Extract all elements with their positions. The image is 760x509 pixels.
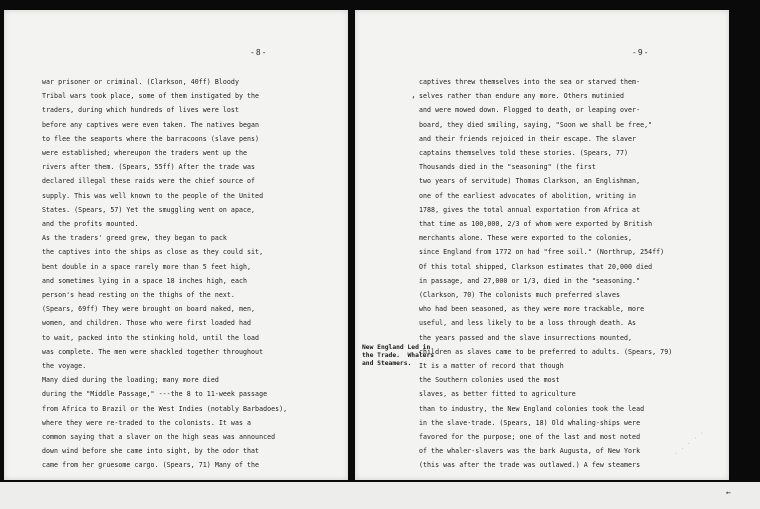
text-line: war prisoner or criminal. (Clarkson, 40ff) Bloody [42, 78, 239, 86]
text-line: since England from 1772 on had "free soil." (Northrup, 254ff) [419, 248, 665, 257]
text-line: the Southern colonies used the most [419, 376, 560, 385]
text-line: in the slave-trade. (Spears, 18) Old whaling-ships were [419, 418, 641, 427]
text-line: person's head resting on the thighs of the next. [42, 291, 235, 299]
text-line: Many died during the loading; many more died [42, 376, 219, 385]
text-line: was complete. The men were shackled together throughout [42, 347, 264, 356]
text-line: were established; whereupon the traders went up the [42, 149, 248, 157]
text-line: merchants alone. These were exported to the colonies, [419, 234, 633, 243]
text-line: where they were re-traded to the colonists. It was a [42, 418, 252, 427]
text-line: (this was after the trade was outlawed.) A few steamers [419, 461, 641, 470]
text-line: and were mowed down. Flogged to death, or leaping over- [419, 106, 641, 115]
text-line: supply. This was well known to the people of the United [42, 191, 264, 200]
text-line: the years passed and the slave insurrections mounted, [419, 333, 633, 342]
text-line: declared illegal these raids were the chief source of [42, 177, 256, 186]
text-line: women, and children. Those who were first loaded had [42, 319, 252, 328]
text-line: down wind before she came into sight, by the odor that [42, 447, 260, 456]
faint-stamp-mark: · · · · · [672, 429, 707, 458]
right-page-number: -9- [632, 48, 650, 57]
text-line: captives threw themselves into the sea or starved them- [419, 78, 641, 86]
text-line: common saying that a slaver on the high seas was announced [42, 433, 276, 441]
text-line: than to industry, the New England colonies took the lead [419, 404, 645, 413]
text-line: to flee the seaports where the barracoons (slave pens) [42, 134, 260, 143]
text-line: from Africa to Brazil or the West Indies (notably Barbadoes), [42, 404, 288, 413]
text-line: Thousands died in the "seasoning" (the first [419, 163, 596, 172]
text-line: (Clarkson, 70) The colonists much preferred slaves [419, 291, 620, 299]
text-line: favored for the purpose; one of the last and most noted [419, 433, 641, 441]
text-line: and the profits mounted. [42, 220, 139, 228]
text-line: board, they died smiling, saying, "Soon we shall be free," [419, 120, 653, 129]
text-line: Of this total shipped, Clarkson estimates that 20,000 died [419, 262, 653, 271]
text-line: and their friends rejoiced in their escape. The slaver [419, 134, 637, 143]
text-line: one of the earliest advocates of abolition, writing in [419, 191, 637, 200]
text-line: and sometimes lying in a space 18 inches high, each [42, 276, 248, 285]
left-page-number: -8- [250, 48, 268, 57]
text-line: two years of servitude) Thomas Clarkson, an Englishman, [419, 177, 641, 186]
margin-tick-mark: ‘ [411, 95, 416, 104]
left-page [4, 10, 348, 480]
text-line: in passage, and 27,000 or 1/3, died in the "seasoning." [419, 276, 641, 285]
text-line: to wait, packed into the stinking hold, until the load [42, 333, 260, 342]
text-line: It is a matter of record that though [419, 362, 564, 370]
text-line: the captives into the ships as close as they could sit, [42, 248, 264, 257]
text-line: rivers after them. (Spears, 55ff) After the trade was [42, 163, 256, 172]
text-line: bent double in a space rarely more than 5 feet high, [42, 262, 252, 271]
text-line: children as slaves came to be preferred to adults. (Spears, 79) [419, 347, 673, 356]
text-line: during the "Middle Passage," ---the 8 to 11-week passage [42, 390, 268, 399]
text-line: the voyage. [42, 362, 87, 370]
right-page [355, 10, 729, 480]
text-line: States. (Spears, 57) Yet the smuggling went on apace, [42, 205, 256, 214]
margin-note: New England Led in the Trade. Whalers and Steamers. [362, 344, 435, 367]
text-line: selves rather than endure any more. Others mutinied [419, 92, 625, 101]
text-line: came from her gruesome cargo. (Spears, 71) Many of the [42, 461, 260, 470]
text-line: As the traders' greed grew, they began to pack [42, 234, 227, 243]
text-line: that time as 100,000, 2/3 of whom were exported by British [419, 220, 653, 228]
text-line: traders, during which hundreds of lives were lost [42, 106, 239, 115]
text-line: before any captives were even taken. The natives began [42, 120, 260, 129]
text-line: (Spears, 69ff) They were brought on board naked, men, [42, 305, 256, 314]
scanner-bed-strip [0, 482, 760, 509]
text-line: captains themselves told these stories. (Spears, 77) [419, 149, 629, 157]
fold-arrow-icon: ← [726, 488, 731, 497]
text-line: slaves, as better fitted to agriculture [419, 390, 576, 399]
text-line: of the whaler-slavers was the bark Augusta, of New York [419, 447, 641, 456]
text-line: useful, and less likely to be a loss through death. As [419, 319, 637, 328]
text-line: Tribal wars took place, some of them instigated by the [42, 92, 260, 101]
text-line: who had been seasoned, as they were more trackable, more [419, 305, 645, 314]
text-line: 1788, gives the total annual exportation from Africa at [419, 205, 641, 214]
